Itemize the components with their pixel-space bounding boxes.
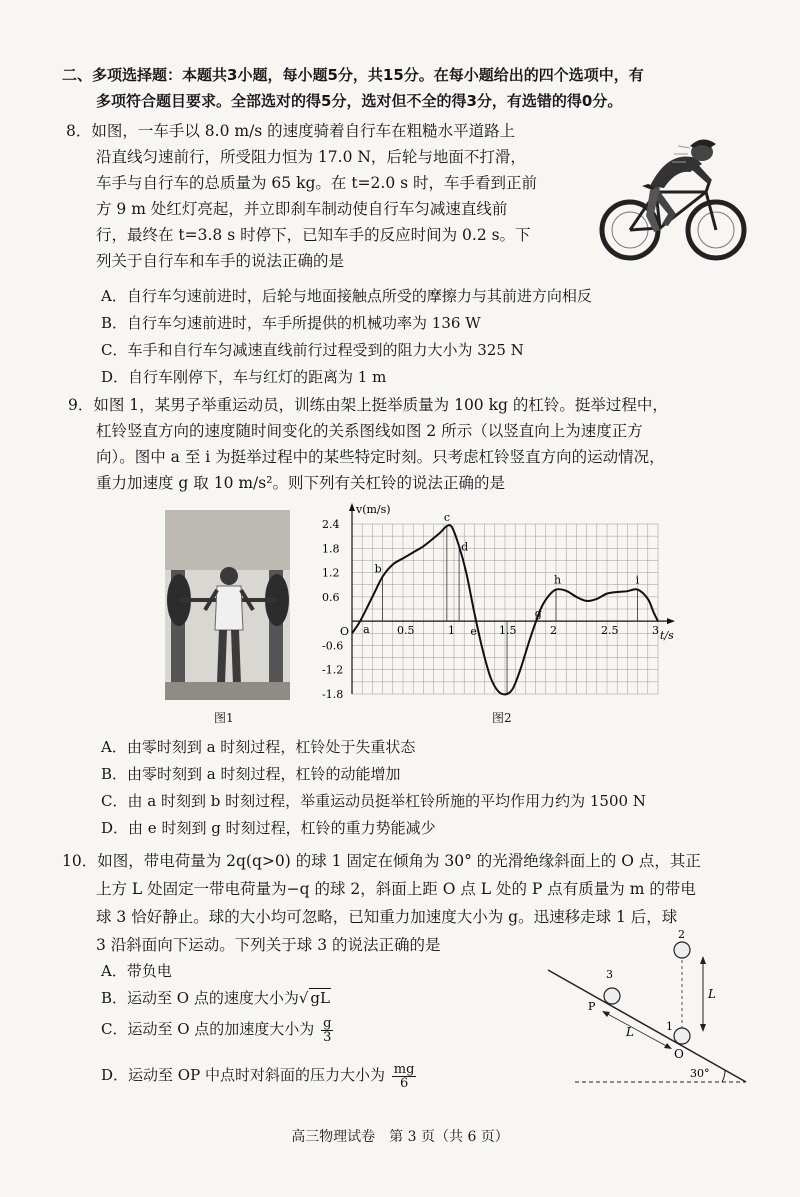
label-ball-1: 1 [666,1020,673,1033]
fraction-denominator: 3 [323,1029,332,1045]
fraction [392,1063,417,1090]
q10-option-b-math: gL [310,989,330,1007]
q9-stem-line: 向）。图中 a 至 i 为挺举过程中的某些特定时刻。只考虑杠铃竖直方向的运动情况， [96,448,665,466]
cyclist-illustration [598,130,748,270]
q10-stem-line: 上方 L 处固定一带电荷量为−q 的球 2，斜面上距 O 点 L 处的 P 点有质量为 m 的带电 [96,880,696,898]
incline-diagram [520,930,750,1090]
x-tick-label: 2.5 [601,624,619,638]
q9-option-c: C．由 a 时刻到 b 时刻过程，举重运动员挺举杠铃所施的平均作用力约为 1500 N [101,792,646,810]
section-heading-line2: 多项符合题目要求。全部选对的得5分，选对但不全的得3分，有选错的得0分。 [96,92,623,110]
q8-stem-line: 8．如图，一车手以 8.0 m/s 的速度骑着自行车在粗糙水平道路上 [66,122,516,140]
y-tick-label: 0.6 [322,590,340,604]
q8-stem-line: 列关于自行车和车手的说法正确的是 [96,252,345,270]
q10-option-a: A．带负电 [101,962,172,980]
q8-option-d: D．自行车刚停下，车与红灯的距离为 1 m [101,368,387,386]
fraction-numerator: mg [393,1061,415,1077]
sqrt-symbol: √ [298,989,309,1007]
q9-stem-line: 9．如图 1，某男子举重运动员，训练由架上挺举质量为 100 kg 的杠铃。挺举过程中， [68,396,668,414]
q8-stem-line: 沿直线匀速前行，所受阻力恒为 17.0 N，后轮与地面不打滑， [96,148,526,166]
x-tick-label: 1.5 [499,624,517,638]
q10-stem-line: 10．如图，带电荷量为 2q(q>0) 的球 1 固定在倾角为 30° 的光滑绝缘斜面上的 O 点，其正 [62,852,701,870]
y-tick-label: 2.4 [322,518,340,531]
q8-option-c: C．车手和自行车匀减速直线前行过程受到的阻力大小为 325 N [101,341,524,359]
point-label-b: b [374,562,382,576]
y-tick-label: 1.2 [322,566,340,580]
figure2-caption: 图2 [492,711,512,725]
q8-option-a: A．自行车匀速前进时，后轮与地面接触点所受的摩擦力与其前进方向相反 [101,287,592,305]
label-ball-2: 2 [678,930,685,941]
q9-stem-line: 杠铃竖直方向的速度随时间变化的关系图线如图 2 所示（以竖直向上为速度正方 [96,422,643,440]
y-axis-label: v(m/s) [356,503,391,516]
q10-option-c [101,1016,335,1044]
q10-option-d [101,1062,418,1090]
fraction-denominator: 6 [399,1075,409,1091]
q8-option-b: B．自行车匀速前进时，车手所提供的机械功率为 136 W [101,314,481,332]
q8-stem-line: 行，最终在 t=3.8 s 时停下，已知车手的反应时间为 0.2 s。下 [96,226,531,244]
q10-option-c-text: C．运动至 O 点的加速度大小为 [101,1020,315,1038]
point-label-a: a [363,623,370,637]
y-axis-arrow [349,503,355,511]
x-tick-label: 1 [448,624,455,638]
fraction-numerator: g [323,1015,332,1031]
page-footer: 高三物理试卷 第 3 页（共 6 页） [291,1129,509,1145]
q10-option-b [101,985,331,1011]
x-axis-arrow [667,618,675,624]
point-label-e: e [470,625,477,639]
label-point-o: O [674,1047,684,1061]
point-label-i: i [635,573,640,587]
q10-stem-line: 球 3 恰好静止。球的大小均可忽略，已知重力加速度大小为 g。迅速移走球 1 后，球 [96,908,678,926]
y-tick-label: -0.6 [322,639,344,653]
q8-stem-line: 方 9 m 处红灯亮起，并立即刹车制动使自行车匀减速直线前 [96,200,508,218]
q9-option-b: B．由零时刻到 a 时刻过程，杠铃的动能增加 [101,765,401,783]
label-length-vertical: L [708,987,716,1001]
point-label-g: g [534,607,542,621]
label-ball-3: 3 [606,968,613,981]
origin-label: O [340,625,350,639]
point-label-d: d [461,540,469,554]
section-heading-line1: 二、多项选择题：本题共3小题，每小题5分，共15分。在每小题给出的四个选项中，有 [62,66,644,84]
x-tick-label: 2 [550,624,557,638]
x-axis-label: t/s [660,629,674,643]
fraction [321,1017,333,1044]
q9-stem-line: 重力加速度 g 取 10 m/s²。则下列有关杠铃的说法正确的是 [96,474,505,492]
x-tick-label: 3 [652,624,659,638]
q9-option-a: A．由零时刻到 a 时刻过程，杠铃处于失重状态 [101,738,416,756]
q10-option-d-text: D．运动至 OP 中点时对斜面的压力大小为 [101,1066,385,1084]
label-point-p: P [588,1000,596,1013]
q9-option-d: D．由 e 时刻到 g 时刻过程，杠铃的重力势能减少 [101,819,436,837]
y-tick-label: -1.2 [322,663,344,677]
q10-stem-line: 3 沿斜面向下运动。下列关于球 3 的说法正确的是 [96,936,441,954]
velocity-time-chart [320,500,680,710]
q10-option-b-text: B．运动至 O 点的速度大小为 [101,989,299,1007]
point-label-c: c [443,511,451,525]
point-label-h: h [554,573,562,587]
label-angle: 30° [690,1067,710,1080]
label-length-slope: L [626,1025,634,1039]
y-tick-label: 1.8 [322,542,340,556]
figure1-caption: 图1 [214,711,234,725]
x-tick-label: 0.5 [397,624,415,638]
weightlifter-photo [165,510,290,700]
q8-stem-line: 车手与自行车的总质量为 65 kg。在 t=2.0 s 时，车手看到正前 [96,174,537,192]
y-tick-label: -1.8 [322,688,344,701]
